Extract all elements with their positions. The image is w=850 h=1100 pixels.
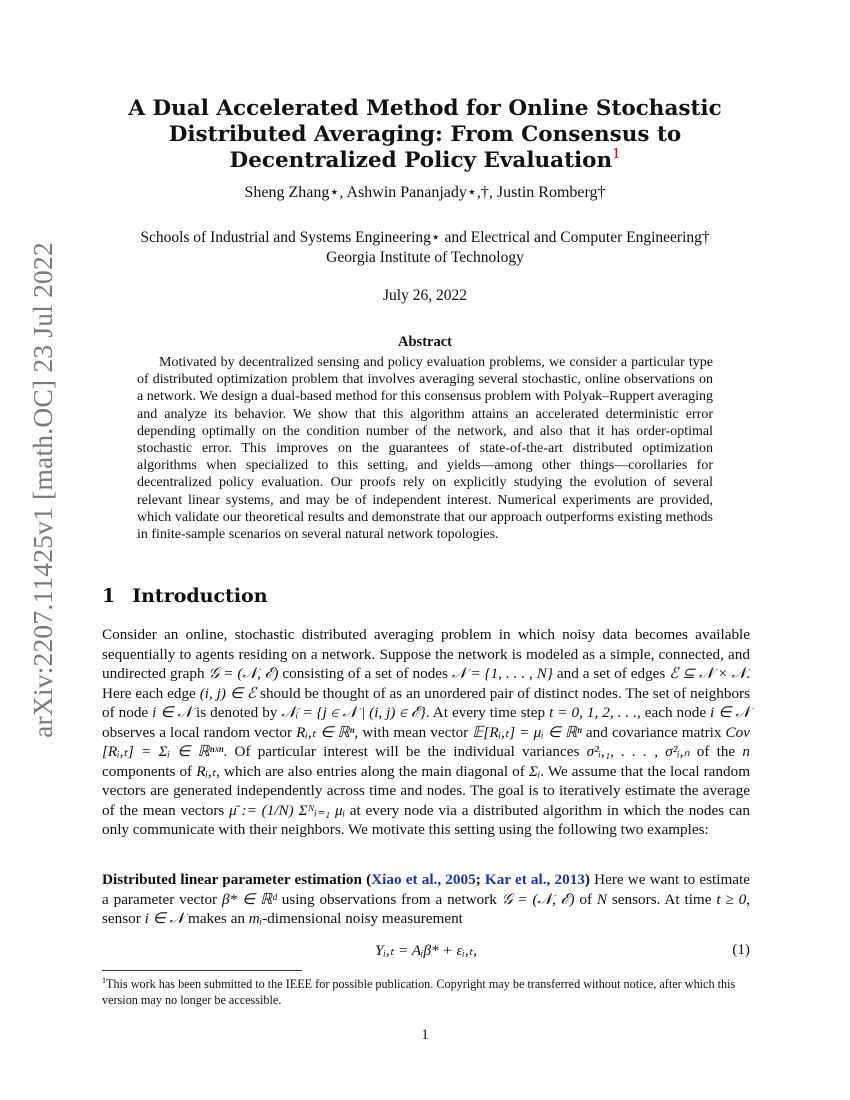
paper-title <box>100 96 750 174</box>
math-inline: t = 0, 1, 2, . . . <box>549 704 637 721</box>
paper-date: July 26, 2022 <box>383 287 467 304</box>
math-inline: N <box>596 890 608 908</box>
math-inline: t ≥ 0 <box>716 890 747 908</box>
math-inline: 𝔼[Rᵢ,ₜ] = μᵢ ∈ ℝⁿ <box>472 723 582 741</box>
math-inline: 𝒢 = (𝒩, ℰ) <box>501 890 575 908</box>
page-number: 1 <box>421 1027 429 1043</box>
math-inline: i ∈ 𝒩 <box>144 910 185 927</box>
equation-expression: Yᵢ,ₜ = Aᵢβ* + εᵢ,ₜ, <box>375 942 477 959</box>
section-number: 1 <box>102 585 116 607</box>
math-inline: Rᵢ,ₜ ∈ ℝⁿ <box>296 723 355 741</box>
math-inline: (i, j) ∈ ℰ <box>199 684 257 702</box>
math-inline: n <box>742 743 750 760</box>
title-line-1: A Dual Accelerated Method for Online Stochastic <box>128 96 722 121</box>
section-heading <box>102 585 268 607</box>
example-paragraph: Distributed linear parameter estimation (Xiao et al., 2005; Kar et al., 2013) Here we want to estimate a parameter vector β* ∈ ℝᵈ using observations from a network 𝒢 = (𝒩, ℰ) of N sensors. At time t ≥ 0, sensor i ∈ 𝒩 makes an mᵢ-dimensional noisy measurement <box>102 871 750 927</box>
arxiv-identifier: arXiv:2207.11425v1 [math.OC] 23 Jul 2022 <box>27 242 58 738</box>
footnote <box>102 973 750 1008</box>
citation-link[interactable]: Kar et al., 2013 <box>484 871 585 888</box>
math-inline: β* ∈ ℝᵈ <box>221 890 277 908</box>
title-line-2: Distributed Averaging: From Consensus to <box>168 122 682 147</box>
section-title: Introduction <box>132 585 268 607</box>
math-inline: σ²ᵢ,₁, . . . , σ²ᵢ,ₙ <box>586 743 690 760</box>
math-inline: Cov [Rᵢ,ₜ] = Σᵢ ∈ ℝⁿˣⁿ <box>102 723 750 760</box>
arxiv-stamp <box>22 242 64 738</box>
abstract-text: Motivated by decentralized sensing and policy evaluation problems, we consider a particular type of distributed optimization problem that involves averaging several stochastic, online observations on a network. We design a dual-based method for this consensus problem with Polyak–Ruppert averaging and analyze its behavior. We show that this algorithm attains an accelerated deterministic error depending optimally on the condition number of the network, and also that it has order-optimal stochastic error. This improves on the guarantees of state-of-the-art distributed optimization algorithms when specialized to this setting, and yields—among other things—corollaries for decentralized policy evaluation. Our proofs rely on explicitly studying the evolution of several relevant linear systems, and may be of independent interest. Numerical experiments are provided, which validate our theoretical results and demonstrate that our approach outperforms existing methods in finite-sample scenarios on several natural network topologies. <box>137 355 713 543</box>
math-inline: 𝒢 = (𝒩, ℰ) <box>208 665 279 682</box>
affiliation-line-2: Georgia Institute of Technology <box>326 249 524 266</box>
footnote-text: This work has been submitted to the IEEE for possible publication. Copyright may be transferred without notice, after which this version may no longer be accessible. <box>102 977 736 1007</box>
abstract-heading: Abstract <box>398 334 452 350</box>
equation-number: (1) <box>732 941 750 958</box>
authors: Sheng Zhang⋆, Ashwin Pananjady⋆,†, Justin Romberg† <box>244 184 606 201</box>
example-heading: Distributed linear parameter estimation <box>102 871 362 888</box>
math-inline: 𝒩ᵢ = {j ∈ 𝒩 | (i, j) ∈ ℰ} <box>281 704 426 721</box>
title-footnote-link[interactable]: 1 <box>612 147 621 162</box>
math-inline: i ∈ 𝒩 <box>710 704 750 721</box>
math-inline: i ∈ 𝒩 <box>152 704 193 721</box>
title-line-3: Decentralized Policy Evaluation$^1$ <box>229 147 621 173</box>
math-inline: μ̄ := (1/N) Σᴺᵢ₌₁ μᵢ <box>229 801 345 819</box>
math-inline: Rᵢ,ₜ <box>196 762 217 780</box>
math-inline: mᵢ <box>248 910 263 927</box>
math-inline: Σᵢ <box>528 762 541 780</box>
intro-paragraph: Consider an online, stochastic distributed averaging problem in which noisy data becomes available sequentially to agents residing on a network. Suppose the network is modeled as a simple, connected, and undirected graph 𝒢 = (𝒩, ℰ) consisting of a set of nodes 𝒩 = {1, . . . , N} and a set of edges ℰ ⊆ 𝒩 × 𝒩. Here each edge (i, j) ∈ ℰ should be thought of as an unordered pair of distinct nodes. The set of neighbors of node i ∈ 𝒩 is denoted by 𝒩ᵢ = {j ∈ 𝒩 | (i, j) ∈ ℰ}. At every time step t = 0, 1, 2, . . ., each node i ∈ 𝒩 observes a local random vector Rᵢ,ₜ ∈ ℝⁿ, with mean vector 𝔼[Rᵢ,ₜ] = μᵢ ∈ ℝⁿ and covariance matrix Cov [Rᵢ,ₜ] = Σᵢ ∈ ℝⁿˣⁿ. Of particular interest will be the individual variances σ²ᵢ,₁, . . . , σ²ᵢ,ₙ of the n components of Rᵢ,ₜ, which are also entries along the main diagonal of Σᵢ. We assume that the local random vectors are generated independently across time and nodes. The goal is to iteratively estimate the average of the mean vectors μ̄ := (1/N) Σᴺᵢ₌₁ μᵢ at every node via a distributed algorithm in which the nodes can only communicate with their neighbors. We motivate this setting using the following two examples: <box>102 626 751 838</box>
footnote-divider <box>102 970 302 971</box>
affiliation <box>100 228 750 268</box>
math-inline: ℰ ⊆ 𝒩 × 𝒩 <box>669 665 747 682</box>
footnote-mark: 1 <box>102 976 106 985</box>
math-inline: 𝒩 = {1, . . . , N} <box>451 665 553 682</box>
affiliation-line-1: Schools of Industrial and Systems Engineering⋆ and Electrical and Computer Engineering† <box>140 229 710 246</box>
citation-link[interactable]: Xiao et al., 2005 <box>371 871 476 888</box>
